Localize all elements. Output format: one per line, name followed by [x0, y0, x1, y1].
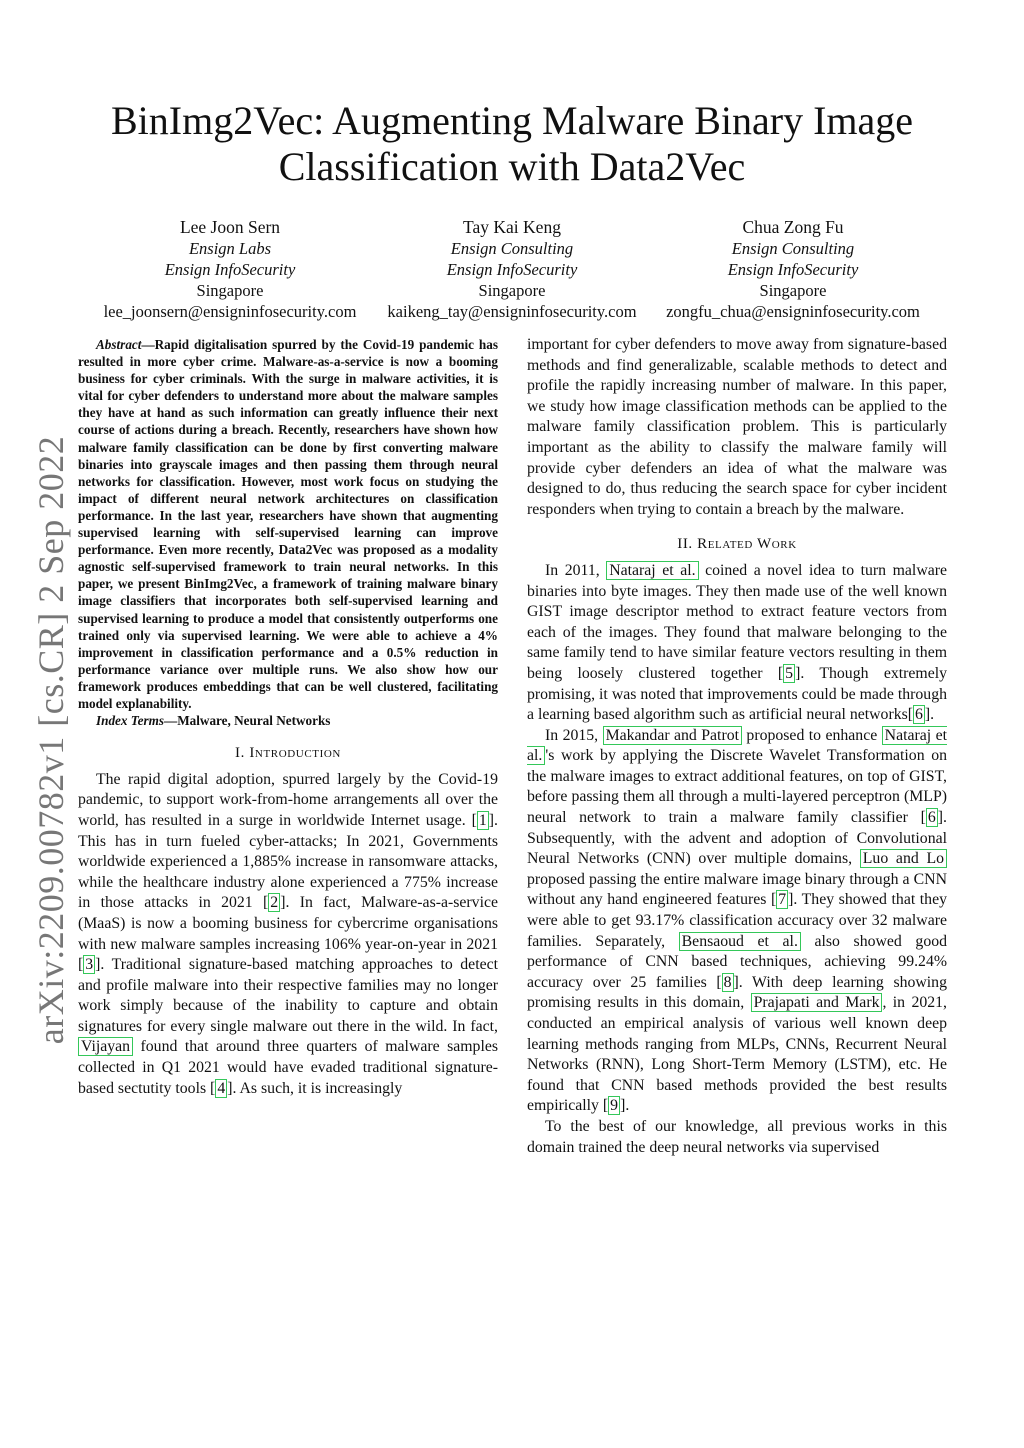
- citation-link[interactable]: 6: [927, 809, 936, 827]
- citation-link[interactable]: Bensaoud et al.: [679, 932, 801, 951]
- citation-link[interactable]: 1: [478, 811, 487, 829]
- citation-link[interactable]: 6: [915, 706, 923, 724]
- author-name: Lee Joon Sern: [179, 217, 281, 237]
- citation-link[interactable]: 4: [217, 1079, 226, 1097]
- title-line-1: BinImg2Vec: Augmenting Malware Binary Image: [110, 98, 914, 143]
- abstract-label: Abstract: [96, 337, 142, 352]
- citation-link[interactable]: Vijayan: [78, 1037, 133, 1056]
- author-location: Singapore: [759, 281, 827, 300]
- related-paragraph-3: To the best of our knowledge, all previous works in this domain trained the deep neural networks via supervised: [527, 1117, 947, 1156]
- author-org: Ensign Consulting: [731, 239, 855, 258]
- author-email: zongfu_chua@ensigninfosecurity.com: [666, 302, 920, 321]
- abstract: Abstract—Rapid digitalisation spurred by the Covid-19 pandemic has resulted in more cyber crime. Malware-as-a-service is now a booming business for cyber criminals. With the surge in malware activities, it is vital for cyber defenders to understand more about the malware samples they have at hand as such information can greatly influence their next course of actions during a breach. Recently, researchers have shown how malware family classification can be done by first converting malware binaries into grayscale images and then passing them through neural networks for classification. However, most work focus on studying the impact of different neural network architectures on classification performance. In the last year, researchers have shown that augmenting supervised learning with self-supervised learning can improve performance. Even more recently, Data2Vec was proposed as a modality agnostic self-supervised framework to train neural networks. In this paper, we present BinImg2Vec, a framework of training malware binary image classifiers that incorporates both self-supervised learning and supervised learning to produce a model that consistently outperforms one trained only via supervised learning. We were able to achieve a 4% improvement in classification performance and a 0.5% reduction in performance variance over multiple runs. We also show how our framework produces embeddings that can be well clustered, facilitating model explanability. Index Terms—Malware, Neural Networks: [78, 337, 498, 729]
- author-name: Tay Kai Keng: [463, 217, 561, 237]
- author-company: Ensign InfoSecurity: [164, 260, 296, 279]
- citation-link[interactable]: Nataraj et al.: [527, 726, 947, 765]
- abstract-text: Rapid digitalisation spurred by the Covid-19 pandemic has resulted in more cyber crime. Malware-as-a-service is now a booming business for cyber criminals. With the surge in malware activities, it is vital for cyber defenders to understand more about the malware samples they have at hand as such information can greatly influence their next course of actions during a breach. Recently, researchers have shown how malware family classification can be done by first converting malware binaries into grayscale images and then passing them through neural networks for classification. However, most work focus on studying the impact of different neural network architectures on classification performance. In the last year, researchers have shown that augmenting supervised learning with self-supervised learning can improve performance. Even more recently, Data2Vec was proposed as a modality agnostic self-supervised framework to train neural networks. In this paper, we present BinImg2Vec, a framework of training malware binary image classifiers that incorporates both self-supervised learning and supervised learning to produce a model that consistently outperforms one trained only via supervised learning. We were able to achieve a 4% improvement in classification performance and a 0.5% reduction in performance variance over multiple runs. We also show how our framework produces embeddings that can be well clustered, facilitating model explanability.: [78, 337, 498, 711]
- citation-link[interactable]: 3: [85, 956, 94, 974]
- citation-link[interactable]: 7: [778, 891, 787, 909]
- citation-link[interactable]: Makandar and Patrot: [603, 726, 742, 745]
- citation-link[interactable]: Nataraj et al.: [606, 561, 698, 580]
- intro-paragraph: The rapid digital adoption, spurred largely by the Covid-19 pandemic, to support work-from-home arrangements all over the world, has resulted in a surge in worldwide Internet usage. [ 1 ]. This has in turn fueled cyber-attacks; In 2021, Governments worldwide experienced a 1,885% increase in ransomware attacks, while the healthcare industry alone experienced a 775% increase in those attacks in 2021 [ 2 ]. In fact, Malware-as-a-service (MaaS) is now a booming business for cybercrime organisations with new malware samples increasing 106% year-on-year in 2021 [ 3 ]. Traditional signature-based matching approaches to detect and profile malware into their respective families may no longer work simply because of the inability to capture and obtain signatures for every single malware out there in the wild. In fact, Vijayan found that around three quarters of malware samples collected in Q1 2021 would have evaded traditional signature-based sectutity tools [ 4 ]. As such, it is increasingly: [78, 770, 498, 1097]
- author-block-3: [633, 217, 953, 322]
- author-email: kaikeng_tay@ensigninfosecurity.com: [387, 302, 637, 321]
- arxiv-sidebar: [26, 435, 76, 1045]
- author-company: Ensign InfoSecurity: [727, 260, 859, 279]
- citation-link[interactable]: 5: [785, 664, 794, 682]
- author-block-1: [70, 217, 390, 322]
- author-email: lee_joonsern@ensigninfosecurity.com: [103, 302, 357, 321]
- author-org: Ensign Consulting: [450, 239, 574, 258]
- citation-link[interactable]: 9: [610, 1097, 619, 1115]
- citation-link[interactable]: 2: [270, 894, 279, 912]
- paper-title: [60, 98, 964, 190]
- left-column: [78, 336, 498, 1099]
- section-heading-introduction: I. Introduction: [235, 745, 341, 762]
- author-location: Singapore: [196, 281, 264, 300]
- author-block-2: [352, 217, 672, 322]
- related-paragraph-2: In 2015, Makandar and Patrot proposed to enhance Nataraj et al. 's work by applying the Discrete Wavelet Transformation on the malware images to extract additional features, on top of GIST, before passing them all through a multi-layered perceptron (MLP) neural network to train a malware family classifier [ 6 ]. Subsequently, with the advent and adoption of Convolutional Neural Networks (CNN) over multiple domains, Luo and Lo proposed passing the entire malware image binary through a CNN without any hand engineered features [ 7 ]. They showed that they were able to get 93.17% classification accuracy over 32 malware families. Separately, Bensaoud et al. also showed good performance of CNN based techniques, achieving 99.24% accuracy over 25 families [ 8 ]. With deep learning showing promising results in this domain, Prajapati and Mark , in 2021, conducted an empirical analysis of various well known deep learning methods ranging from MLPs, CNNs, Recurrent Neural Networks (RNN), Long Short-Term Memory (LSTM), etc. He found that CNN based methods provided the best results empirically [ 9 ].: [527, 726, 948, 1115]
- intro-paragraph-continued: important for cyber defenders to move away from signature-based methods and find generalizable, scalable methods to detect and profile the rapidly increasing number of malware. In this paper, we study how image classification methods can be applied to the malware family classification problem. This is particularly important as the ability to classify the malware family will provide cyber defenders an idea of what the malware was designed to do, thus reducing the search space for cyber incident responders when trying to contain a breach by the malware.: [527, 336, 947, 518]
- author-org: Ensign Labs: [188, 239, 272, 258]
- author-name: Chua Zong Fu: [742, 217, 844, 237]
- citation-link[interactable]: Prajapati and Mark: [751, 993, 883, 1012]
- title-line-2: Classification with Data2Vec: [278, 144, 746, 189]
- author-company: Ensign InfoSecurity: [446, 260, 578, 279]
- related-paragraph-1: In 2011, Nataraj et al. coined a novel idea to turn malware binaries into byte images. They then made use of the well known GIST image descriptor method to extract feature vectors from each of the images. They found that malware belonging to the same family tend to have similar feature vectors resulting in them being loosely clustered together [ 5 ]. Though extremely promising, it was noted that improvements could be made through a learning based algorithm such as artificial neural networks[ 6 ].: [527, 561, 948, 724]
- index-terms: Malware, Neural Networks: [177, 713, 331, 729]
- citation-link[interactable]: Luo and Lo: [860, 849, 947, 868]
- index-terms-label: Index Terms: [96, 713, 165, 729]
- section-heading-related-work: II. Related Work: [677, 536, 797, 553]
- citation-link[interactable]: 8: [723, 973, 732, 991]
- author-location: Singapore: [478, 281, 546, 300]
- right-column: [527, 335, 947, 1158]
- arxiv-identifier: arXiv:2209.00782v1 [cs.CR] 2 Sep 2022: [31, 435, 71, 1045]
